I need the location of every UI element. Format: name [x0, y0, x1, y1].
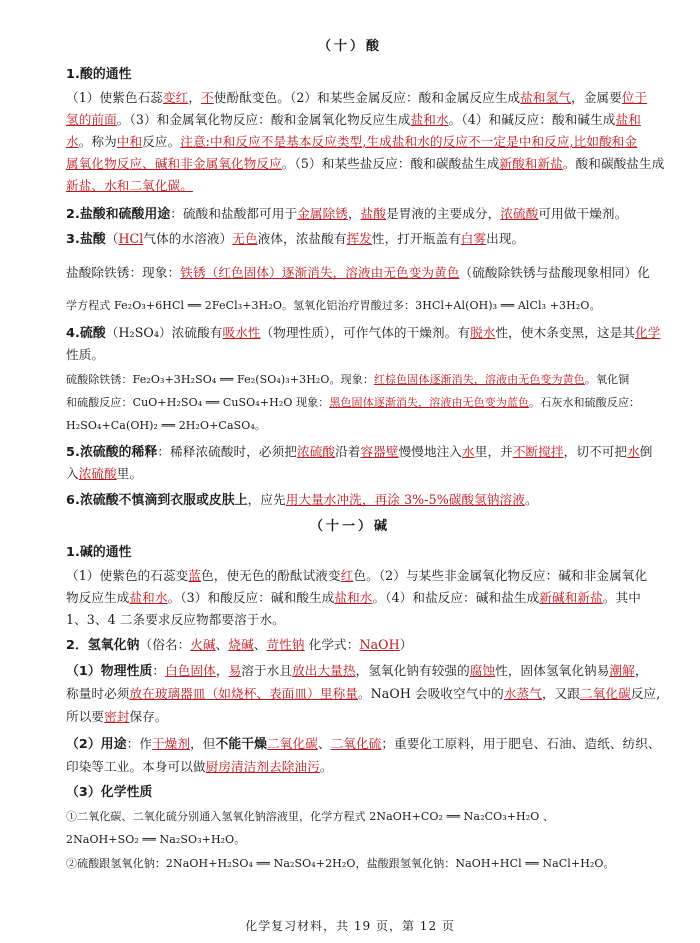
text-line: 盐酸除铁锈：现象：铁锈（红色固体）逐渐消失，溶液由无色变为黄色（硫酸除铁锈与盐酸现象相同）化	[66, 265, 650, 280]
text-line: 印染等工业。本身可以做厨房清洁剂去除油污。	[66, 759, 333, 774]
text-line: 硫酸除铁锈：Fe₂O₃+3H₂SO₄ ══ Fe₂(SO₄)₃+3H₂O。现象：红棕色固体逐渐消失，溶液由无色变为黄色。氧化铜	[66, 373, 630, 386]
section-title-base: （十一）碱	[309, 519, 390, 534]
text-line: （1）使紫色的石蕊变蓝色，使无色的酚酞试液变红色。（2）与某些非金属氧化物反应：碱和非金属氧化	[66, 568, 648, 583]
paragraph-dilution: 5.浓硫酸的稀释：稀释浓硫酸时，必须把浓硫酸沿着容器壁慢慢地注入水里，并不断搅拌，切不可把水倒	[66, 444, 653, 460]
paragraph-skin-contact: 6.浓硫酸不慎滴到衣服或皮肤上，应先用大量水冲洗，再涂 3%-5%碳酸氢钠溶液。	[66, 492, 538, 508]
text-line: 称量时必须放在玻璃器皿（如烧杯、表面皿）里称量。NaOH 会吸收空气中的水蒸气，又跟二氧化碳反应,	[66, 686, 661, 701]
text-line: 水。称为中和反应。注意:中和反应不是基本反应类型,生成盐和水的反应不一定是中和反应,比如酸和金	[66, 134, 638, 149]
text-line: 物反应生成盐和水。（3）和酸反应：碱和酸生成盐和水。（4）和盐反应：碱和盐生成新碱和新盐。其中	[66, 590, 641, 605]
section-title-acid: （十）酸	[317, 39, 382, 54]
text-line: （1）使紫色石蕊变红，不使酚酞变色。（2）和某些金属反应：酸和金属反应生成盐和氢气，金属要位于	[66, 90, 648, 105]
equation-line: ①二氧化碳、二氧化硫分别通入氢氧化钠溶液里，化学方程式 2NaOH+CO₂ ══ Na₂CO₃+H₂O 、	[66, 810, 555, 823]
text-line: 和硫酸反应：CuO+H₂SO₄ ══ CuSO₄+H₂O 现象：黑色固体逐渐消失，溶液由无色变为蓝色。石灰水和硫酸反应：	[66, 396, 641, 409]
text-line: 入浓硫酸里。	[66, 466, 143, 481]
paragraph-uses: 2.盐酸和硫酸用途：硫酸和盐酸都可用于金属除锈，盐酸是胃液的主要成分，浓硫酸可用做干燥剂。	[66, 206, 628, 222]
text-line: 所以要密封保存。	[66, 709, 168, 724]
paragraph-h2so4: 4.硫酸（H₂SO₄）浓硫酸有吸水性（物理性质），可作气体的干燥剂。有脱水性，使木条变黑，这是其化学	[66, 325, 661, 341]
equation-line: H₂SO₄+Ca(OH)₂ ══ 2H₂O+CaSO₄。	[66, 419, 266, 432]
equation-line: 学方程式 Fe₂O₃+6HCl ══ 2FeCl₃+3H₂O。氢氧化铝治疗胃酸过多：3HCl+Al(OH)₃ ══ AlCl₃ +3H₂O。	[66, 299, 601, 312]
text-line: 新盐、水和二氧化碳。	[66, 178, 193, 193]
paragraph-uses-naoh: （2）用途：作干燥剂，但不能干燥二氧化碳、二氧化硫；重要化工原料，用于肥皂、石油、造纸、纺织、	[66, 736, 661, 752]
paragraph-hcl: 3.盐酸（HCl气体的水溶液）无色液体，浓盐酸有挥发性，打开瓶盖有白雾出现。	[66, 231, 525, 247]
text-line: 属氧化物反应、碱和非金属氧化物反应。（5）和某些盐反应：酸和碳酸盐生成新酸和新盐。酸和碳酸盐生成	[66, 156, 665, 171]
page-footer: 化学复习材料，共 19 页，第 12 页	[245, 919, 455, 933]
text-line: 氢的前面。（3）和金属氧化物反应：酸和金属氧化物反应生成盐和水。（4）和碱反应：酸和碱生成盐和	[66, 112, 641, 127]
equation-line: 2NaOH+SO₂ ══ Na₂SO₃+H₂O。	[66, 833, 246, 846]
text-line: 性质。	[66, 347, 105, 362]
heading-base-properties: 1.碱的通性	[66, 545, 132, 560]
equation-line: ②硫酸跟氢氧化钠：2NaOH+H₂SO₄ ══ Na₂SO₄+2H₂O，盐酸跟氢氧化钠：NaOH+HCl ══ NaCl+H₂O。	[66, 857, 615, 870]
heading-naoh: 2．氢氧化钠（俗名：火碱、烧碱、苛性钠 化学式：NaOH）	[66, 637, 413, 653]
heading-acid-properties: 1.酸的通性	[66, 67, 132, 82]
heading-chemical-properties: （3）化学性质	[66, 785, 153, 800]
text-line: 1、3、4 二条要求反应物都要溶于水。	[66, 612, 285, 627]
paragraph-physical-properties: （1）物理性质：白色固体，易溶于水且放出大量热，氢氧化钠有较强的腐蚀性，固体氢氧化钠易潮解，	[66, 663, 648, 679]
